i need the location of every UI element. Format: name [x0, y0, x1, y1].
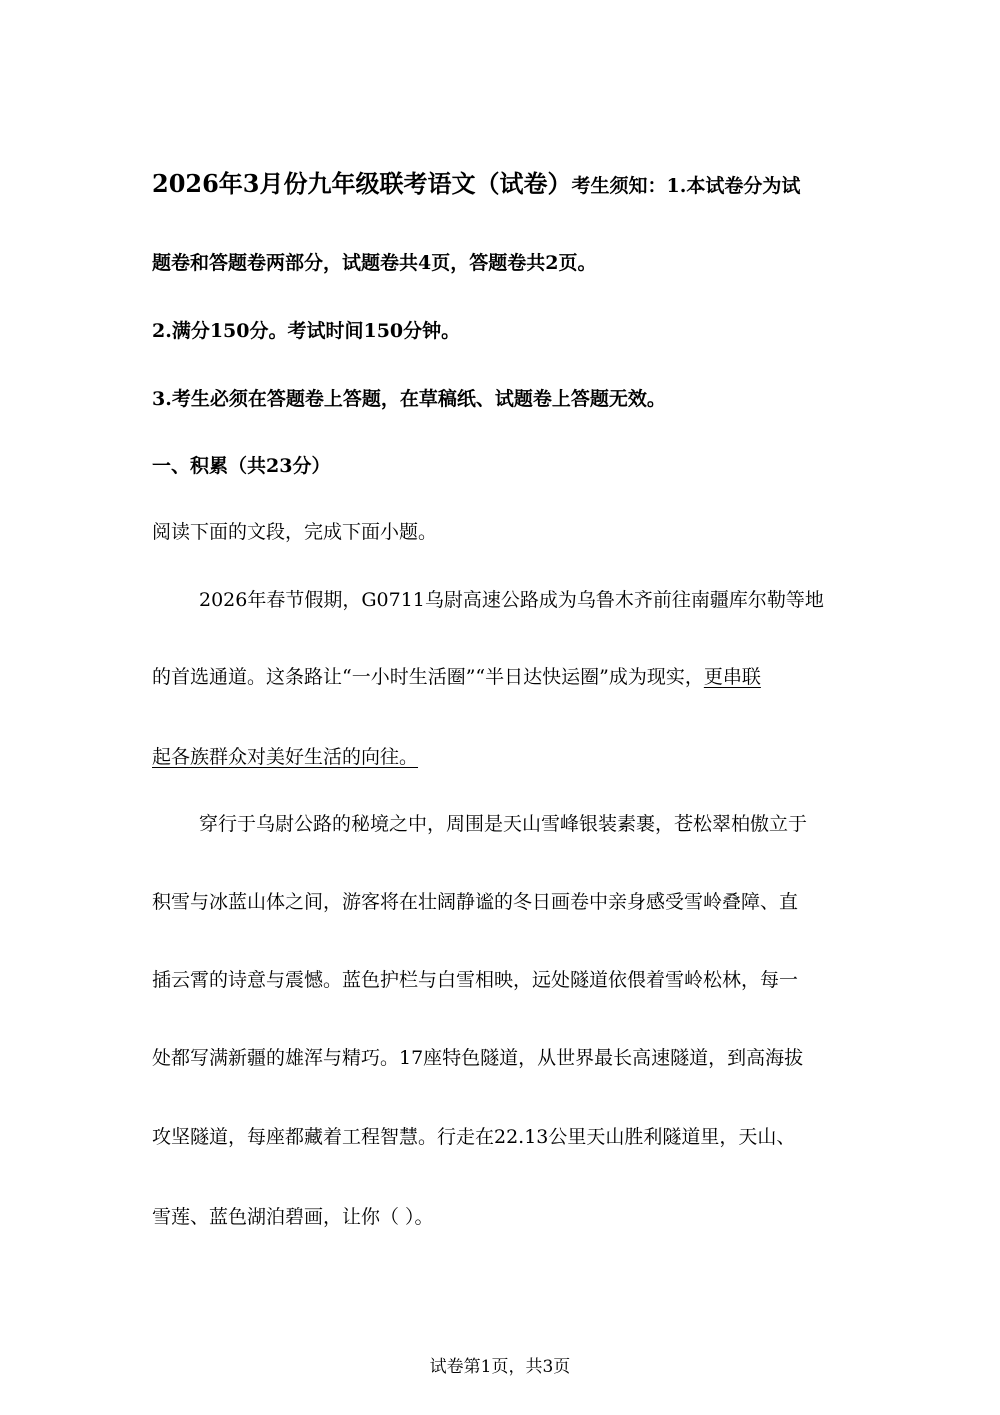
passage-p1-line2 — [152, 664, 852, 690]
notice-item-3: 3.考生必须在答题卷上答题，在草稿纸、试题卷上答题无效。 — [152, 388, 666, 410]
underlined-phrase-start: 更串联 — [703, 666, 761, 688]
notice-lead: 考生须知：1.本试卷分为试 — [571, 175, 801, 197]
page-footer: 试卷第1页，共3页 — [429, 1357, 571, 1377]
passage-p1-line3 — [152, 744, 852, 770]
notice-item-2: 2.满分150分。考试时间150分钟。 — [152, 320, 461, 342]
underlined-phrase-end: 起各族群众对美好生活的向往。 — [152, 746, 419, 768]
passage-p2-line4: 处都写满新疆的雄浑与精巧。17座特色隧道，从世界最长高速隧道，到高海拔 — [152, 1047, 804, 1069]
title-line — [152, 171, 852, 199]
passage-p2-line1: 穿行于乌尉公路的秘境之中，周围是天山雪峰银装素裹，苍松翠柏傲立于 — [199, 813, 808, 835]
passage-p1-line1: 2026年春节假期，G0711乌尉高速公路成为乌鲁木齐前往南疆库尔勒等地 — [199, 589, 824, 611]
section-heading: 一、积累（共23分） — [152, 455, 331, 477]
notice-line-2: 题卷和答题卷两部分，试题卷共4页，答题卷共2页。 — [152, 252, 597, 274]
passage-p2-line3: 插云霄的诗意与震憾。蓝色护栏与白雪相映，远处隧道依偎着雪岭松林，每一 — [152, 969, 799, 991]
exam-title: 2026年3月份九年级联考语文（试卷） — [152, 169, 572, 198]
passage-p2-line5: 攻坚隧道，每座都藏着工程智慧。行走在22.13公里天山胜利隧道里，天山、 — [152, 1126, 796, 1148]
passage-p2-line6: 雪莲、蓝色湖泊碧画，让你（ ）。 — [152, 1206, 434, 1228]
section-instruction: 阅读下面的文段，完成下面小题。 — [152, 521, 438, 543]
passage-p1-line2-text: 的首选通道。这条路让“一小时生活圈”“半日达快运圈”成为现实， — [152, 666, 704, 688]
passage-p2-line2: 积雪与冰蓝山体之间，游客将在壮阔静谧的冬日画卷中亲身感受雪岭叠障、直 — [152, 891, 799, 913]
